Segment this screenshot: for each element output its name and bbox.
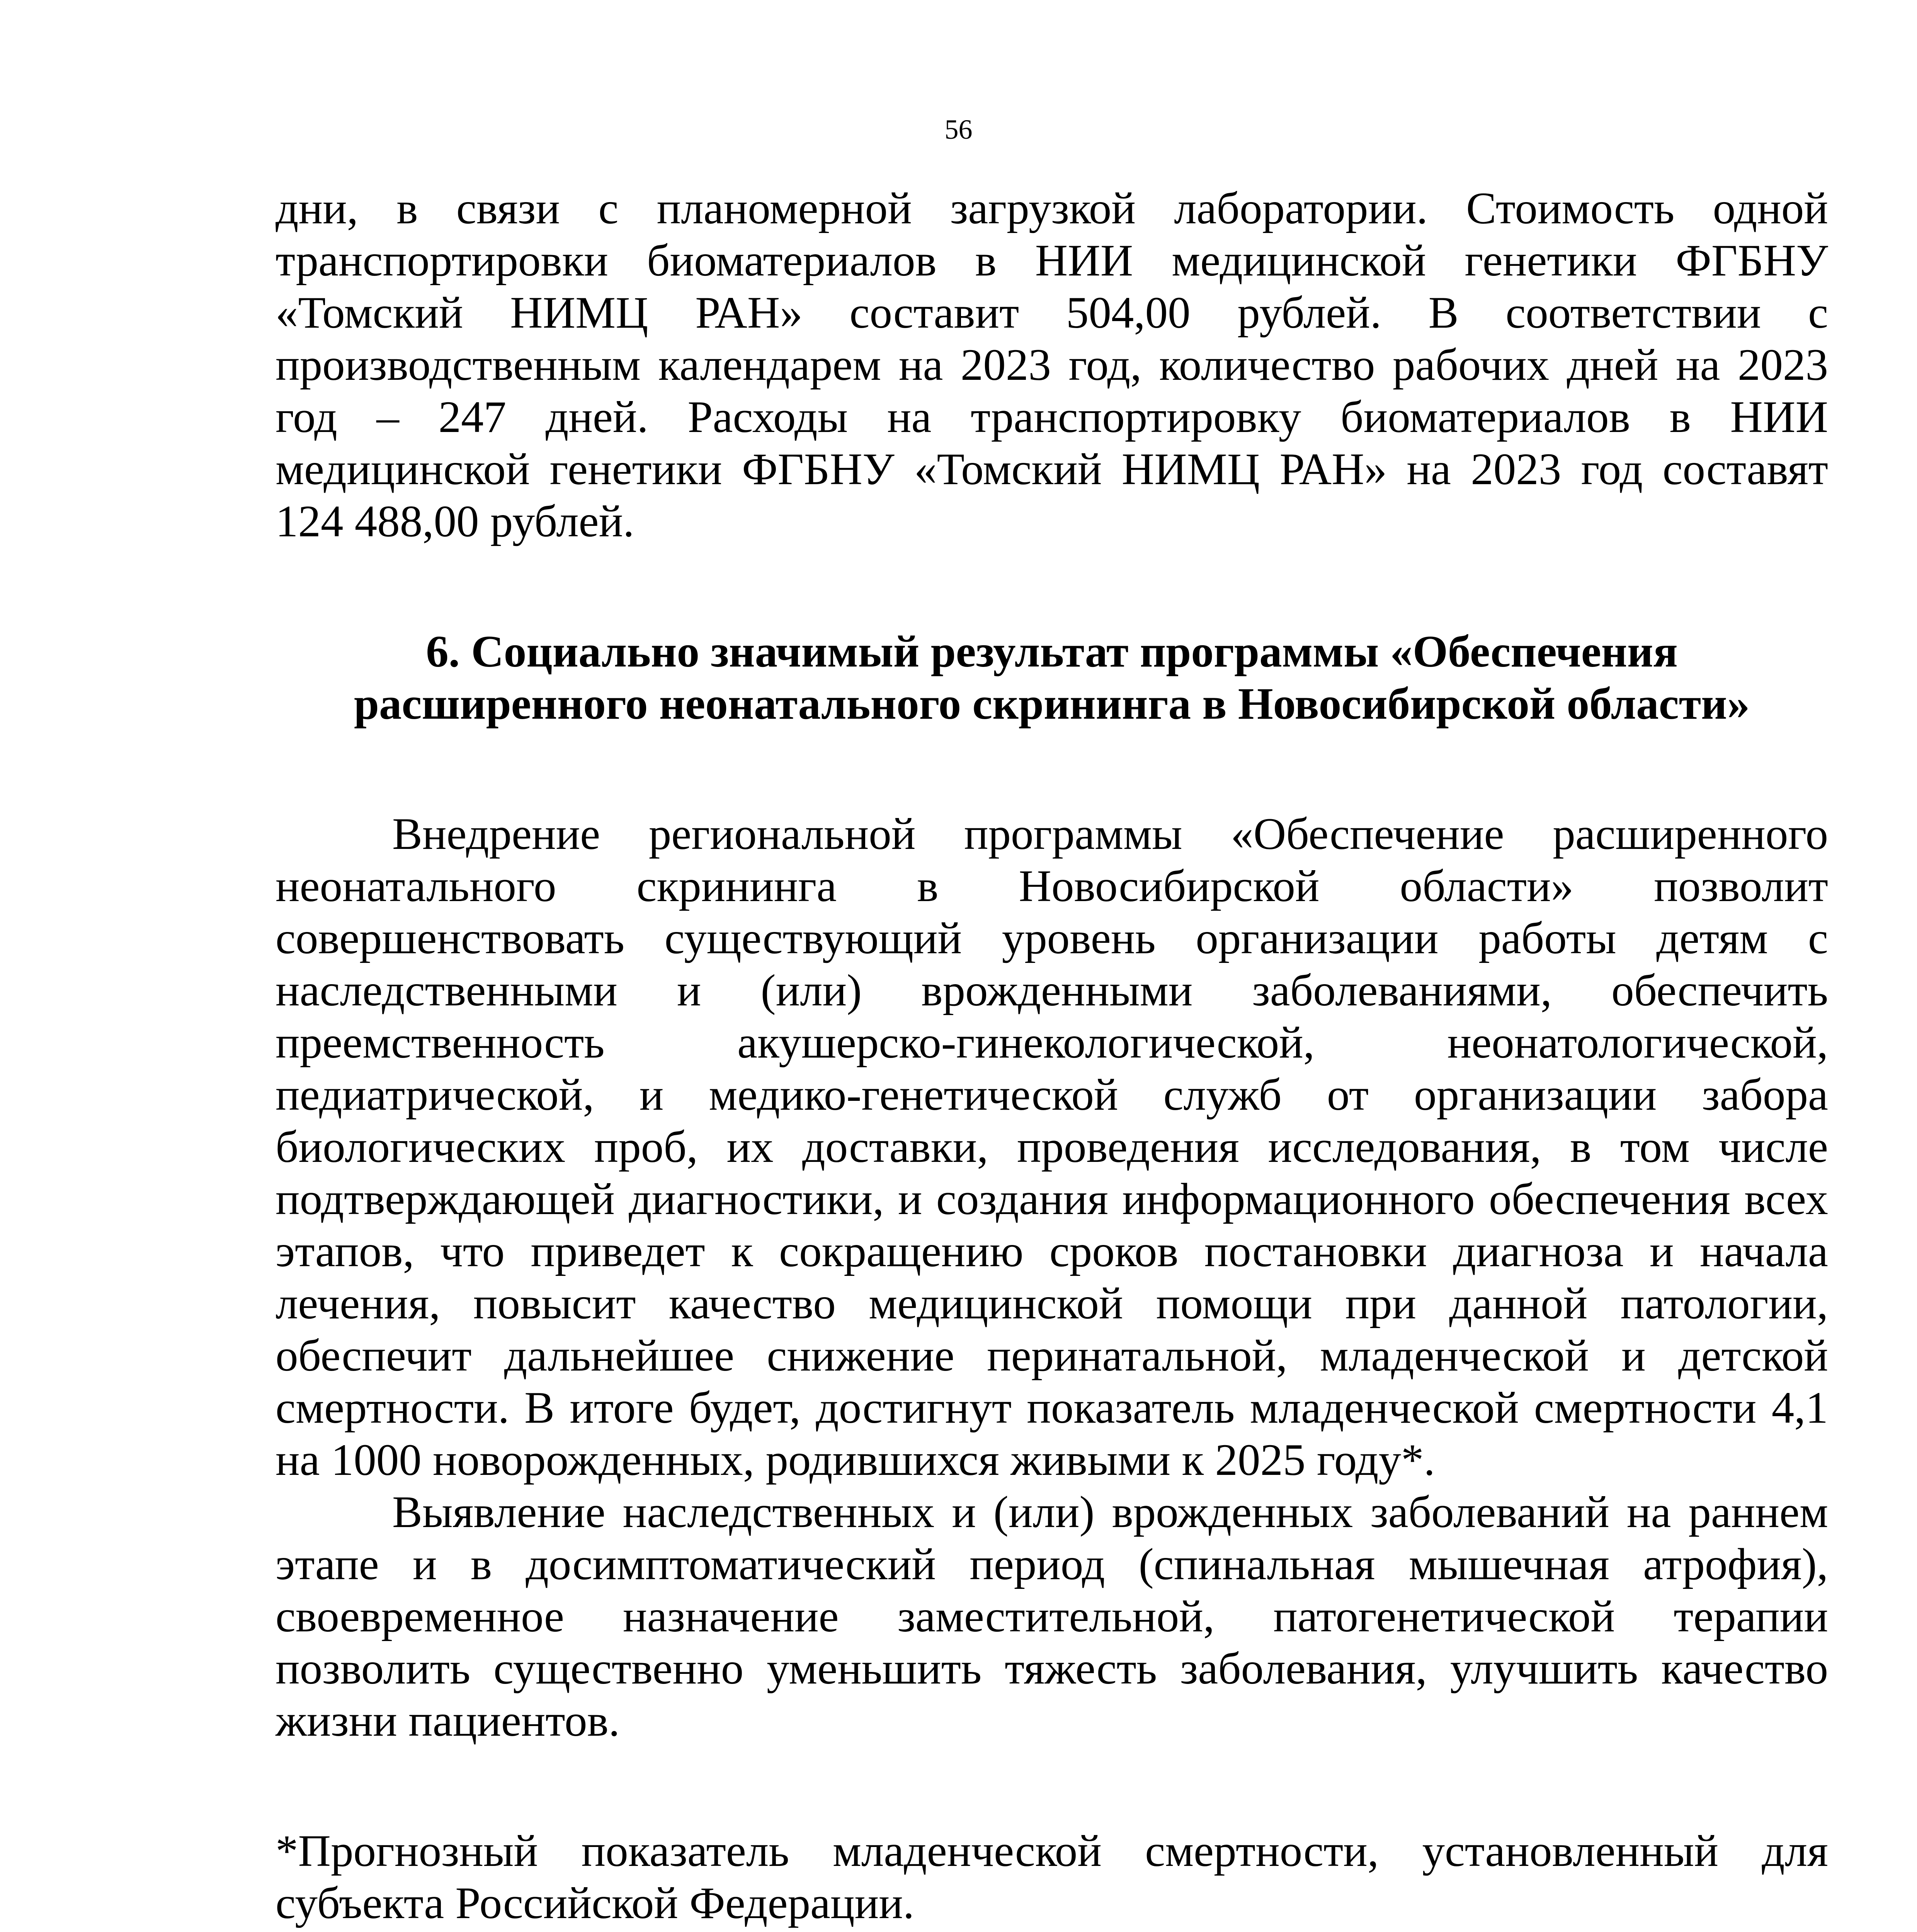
paragraph-early-detection: Выявление наследственных и (или) врожденных заболеваний на раннем этапе и в досимптоматический период (спинальная мышечная атрофия), своевременное назначение заместительной, патогенетической терапии позволить существенно уменьшить тяжесть заболевания, улучшить качество жизни пациентов. bbox=[276, 1487, 1828, 1746]
footnote: *Прогнозный показатель младенческой смертности, установленный для субъекта Российской Федерации. bbox=[276, 1826, 1828, 1928]
paragraph-program-implementation: Внедрение региональной программы «Обеспечение расширенного неонатального скрининга в Новосибирской области» позволит совершенствовать существующий уровень организации работы детям с наследственными и (или) врожденными заболеваниями, обеспечить преемственность акушерско-гинекологической, неонатологической, педиатрической, и медико-генетической служб от организации забора биологических проб, их доставки, проведения исследования, в том числе подтверждающей диагностики, и создания информационного обеспечения всех этапов, что приведет к сокращению сроков постановки диагноза и начала лечения, повысит качество медицинской помощи при данной патологии, обеспечит дальнейшее снижение перинатальной, младенческой и детской смертности. В итоге будет, достигнут показатель младенческой смертности 4,1 на 1000 новорожденных, родившихся живыми к 2025 году*. bbox=[276, 809, 1828, 1485]
paragraph-transport-costs: дни, в связи с планомерной загрузкой лаборатории. Стоимость одной транспортировки биоматериалов в НИИ медицинской генетики ФГБНУ «Томский НИМЦ РАН» составит 504,00 рублей. В соответствии с производственным календарем на 2023 год, количество рабочих дней на 2023 год – 247 дней. Расходы на транспортировку биоматериалов в НИИ медицинской генетики ФГБНУ «Томский НИМЦ РАН» на 2023 год составят 124 488,00 рублей. bbox=[276, 184, 1828, 546]
section-heading-line-2: расширенного неонатального скрининга в Новосибирской области» bbox=[354, 679, 1750, 729]
section-heading bbox=[276, 626, 1828, 730]
page-number: 56 bbox=[944, 114, 973, 145]
section-heading-line-1: 6. Социально значимый результат программы «Обеспечения bbox=[426, 627, 1678, 677]
document-body bbox=[276, 182, 1828, 1932]
